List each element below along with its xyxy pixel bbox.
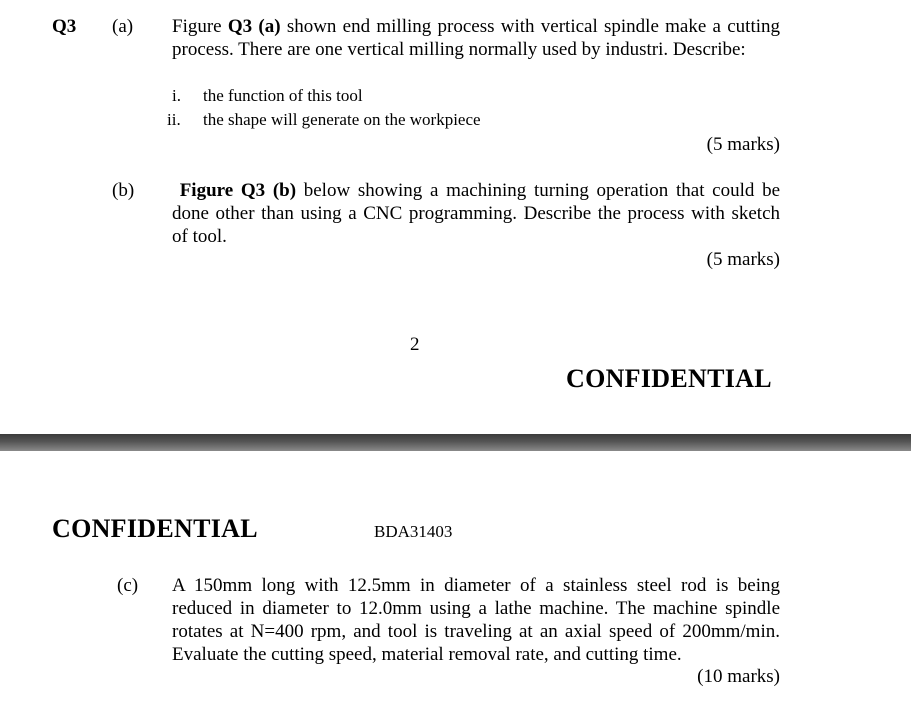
part-a-label: (a) xyxy=(112,16,134,37)
part-b-text xyxy=(172,179,780,248)
page-separator xyxy=(0,434,911,451)
part-b-figure-ref: Figure Q3 (b) xyxy=(179,180,297,201)
part-a-text-rest: shown end milling process with vertical spindle make a cutting process. There are one vertical milling normally used by industri. Describe: xyxy=(172,16,780,60)
header-confidential: CONFIDENTIAL xyxy=(52,514,258,543)
part-b-label: (b) xyxy=(112,180,135,201)
course-code: BDA31403 xyxy=(374,522,453,541)
part-c-text: A 150mm long with 12.5mm in diameter of a stainless steel rod is being reduced in diameter to 12.0mm using a lathe machine. The machine spindle rotates at N=400 rpm, and tool is traveling at an axial speed of 200mm/min. Evaluate the cutting speed, material removal rate, and cutting time. xyxy=(172,575,780,665)
part-c-marks: (10 marks) xyxy=(697,666,780,687)
question-number: Q3 xyxy=(52,16,77,37)
part-a-text-prefix: Figure xyxy=(172,16,228,37)
part-c-label: (c) xyxy=(117,575,139,596)
part-b-marks: (5 marks) xyxy=(706,249,780,270)
list-item-num: ii. xyxy=(167,110,181,129)
list-item-num: i. xyxy=(172,86,181,105)
part-a-marks: (5 marks) xyxy=(706,134,780,155)
part-a-text xyxy=(172,15,780,61)
page-number: 2 xyxy=(410,334,420,355)
list-item-text: the shape will generate on the workpiece xyxy=(203,110,481,129)
footer-confidential: CONFIDENTIAL xyxy=(566,364,772,393)
list-item-text: the function of this tool xyxy=(203,86,363,105)
part-a-figure-ref: Q3 (a) xyxy=(227,16,281,37)
part-b-text-rest: below showing a machining turning operation that could be done other than using a CNC programming. Describe the process with sketch of tool. xyxy=(172,180,781,247)
